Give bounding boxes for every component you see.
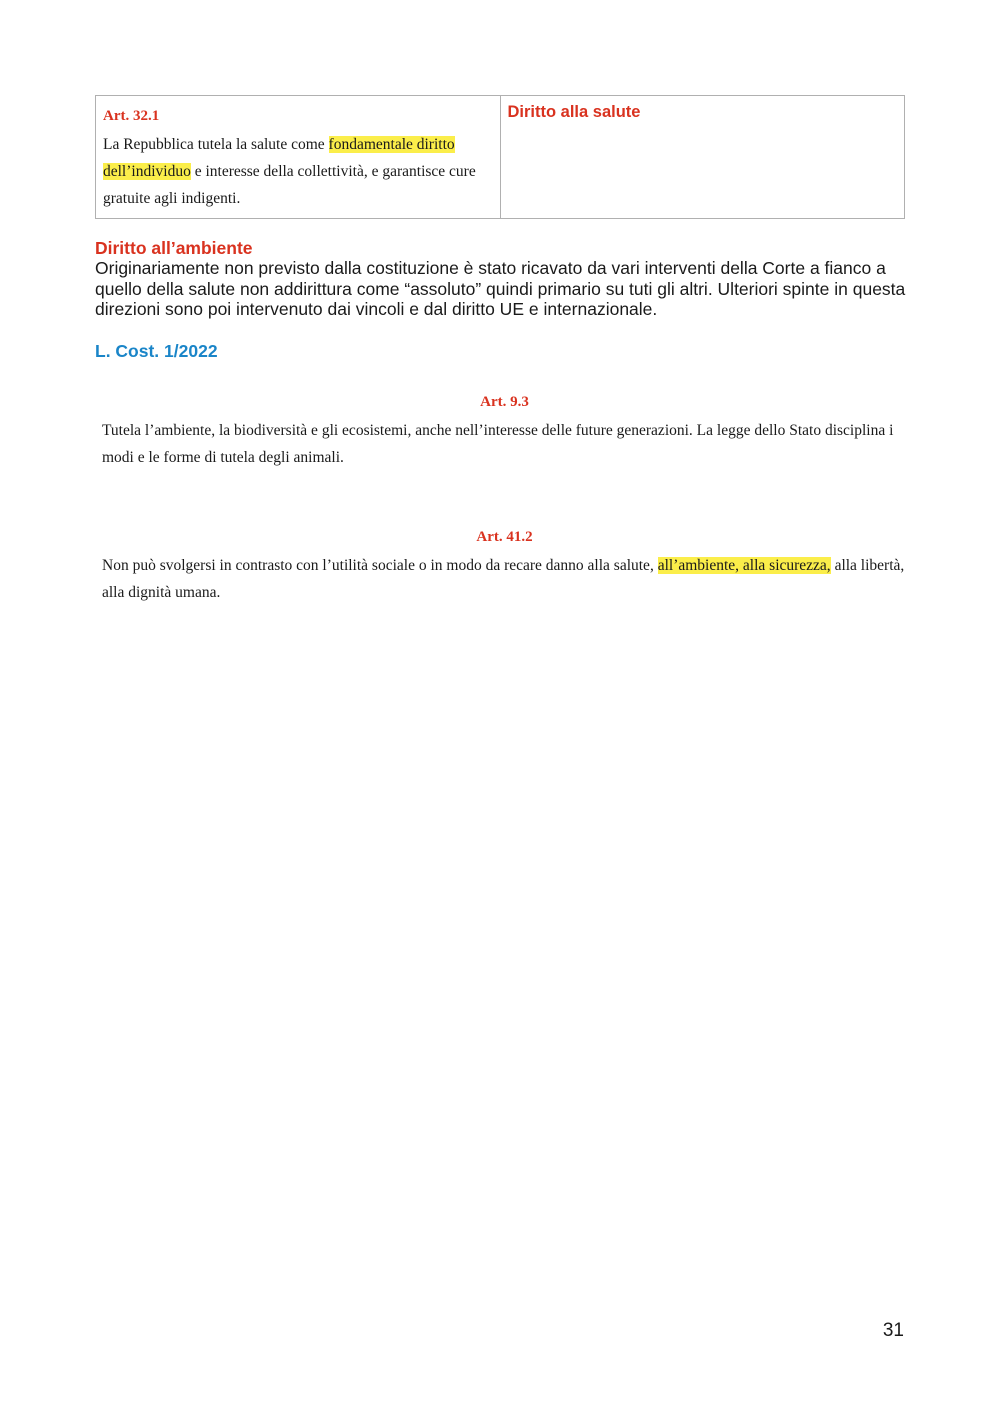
section-title: Diritto all’ambiente [95, 238, 253, 258]
article-label: Art. 32.1 [103, 108, 160, 124]
article-41-2 [102, 529, 907, 606]
section-body: Originariamente non previsto dalla costituzione è stato ricavato da vari interventi della Corte a fianco a quello della salute non addirittura come “assoluto” quindi primario su tuti gli altri. Ulteriori spinte in questa direzioni sono poi intervenuto dai vincoli e dal diritto UE e internazionale. [95, 258, 906, 319]
law-title: L. Cost. 1/2022 [95, 341, 218, 361]
article-text-start: La Repubblica tutela la salute come [103, 136, 329, 153]
table-row [96, 96, 905, 219]
highlighted-text: fondamentale diritto dell’individuo [103, 136, 455, 180]
article-table [95, 95, 905, 219]
article-heading: Art. 41.2 [476, 529, 533, 545]
table-cell-topic [500, 96, 905, 219]
article-heading: Art. 9.3 [480, 394, 529, 410]
article-text [103, 131, 493, 212]
highlighted-text: all’ambiente, alla sicurezza, [657, 557, 831, 574]
topic-title: Diritto alla salute [507, 103, 641, 121]
page-number: 31 [882, 1320, 904, 1341]
table-cell-article [96, 96, 501, 219]
section-diritto-ambiente [95, 238, 910, 320]
article-text-start: Non può svolgersi in contrasto con l’utilità sociale o in modo da recare danno alla salute, [102, 557, 658, 574]
article-text-end: e interesse della collettività, e garantisce cure gratuite agli indigenti. [103, 163, 476, 207]
article-9-3 [102, 394, 907, 471]
article-body [102, 552, 907, 606]
article-text-end: alla libertà, alla dignità umana. [102, 557, 905, 601]
article-body: Tutela l’ambiente, la biodiversità e gli ecosistemi, anche nell’interesse delle future generazioni. La legge dello Stato disciplina i modi e le forme di tutela degli animali. [102, 422, 894, 466]
